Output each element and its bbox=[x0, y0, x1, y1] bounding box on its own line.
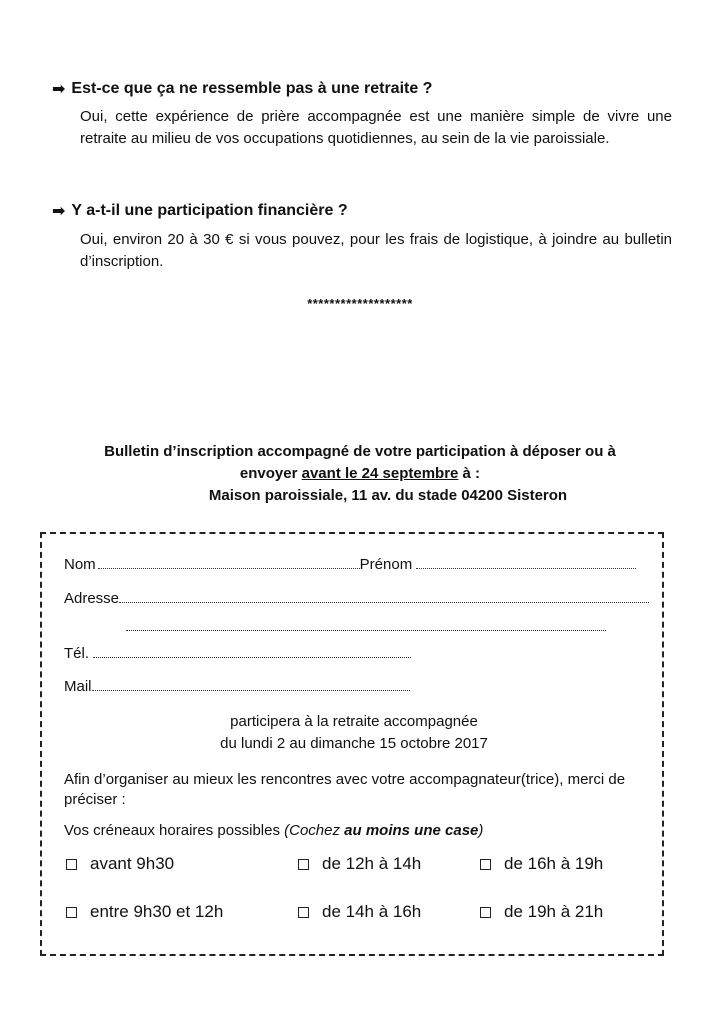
participation-line-2: du lundi 2 au dimanche 15 octobre 2017 bbox=[220, 735, 488, 752]
nom-field[interactable] bbox=[98, 556, 360, 569]
bulletin-address: Maison paroissiale, 11 av. du stade 04200 Sisteron bbox=[208, 487, 568, 504]
checkbox[interactable] bbox=[480, 907, 491, 918]
faq-question-1-text: Est-ce que ça ne ressemble pas à une retraite ? bbox=[71, 80, 433, 97]
slot-12h-14h[interactable]: de 12h à 14h bbox=[298, 854, 421, 874]
slot-19h-21h[interactable]: de 19h à 21h bbox=[480, 902, 603, 922]
adresse-field-2[interactable] bbox=[126, 618, 606, 631]
faq-question-2-text: Y a-t-il une participation financière ? bbox=[71, 202, 348, 219]
prenom-label: Prénom bbox=[359, 556, 413, 573]
nom-label: Nom bbox=[64, 556, 96, 573]
bulletin-line-2: envoyer avant le 24 septembre à : bbox=[239, 465, 481, 482]
tel-label: Tél. bbox=[64, 645, 90, 662]
prenom-field[interactable] bbox=[416, 556, 636, 569]
adresse-row bbox=[64, 590, 649, 607]
adresse-field[interactable] bbox=[119, 590, 649, 603]
participation-line-1: participera à la retraite accompagnée bbox=[230, 713, 478, 730]
arrow-right-icon: ➡ bbox=[52, 81, 66, 98]
checkbox[interactable] bbox=[298, 859, 309, 870]
slot-14h-16h[interactable]: de 14h à 16h bbox=[298, 902, 421, 922]
deadline: avant le 24 septembre bbox=[301, 465, 459, 482]
faq-question-2 bbox=[52, 201, 348, 221]
slot-avant-9h30[interactable]: avant 9h30 bbox=[66, 854, 174, 874]
mail-field[interactable] bbox=[92, 678, 410, 691]
adresse-label: Adresse bbox=[64, 590, 120, 607]
separator: ******************* bbox=[307, 296, 413, 311]
tel-row bbox=[64, 645, 411, 662]
checkbox[interactable] bbox=[66, 859, 77, 870]
checkbox[interactable] bbox=[298, 907, 309, 918]
tel-field[interactable] bbox=[93, 645, 411, 658]
creneaux-label: Vos créneaux horaires possibles (Cochez au moins une case) bbox=[64, 822, 484, 839]
bulletin-line-1: Bulletin d’inscription accompagné de votre participation à déposer ou à bbox=[104, 443, 616, 460]
organiser-text: Afin d’organiser au mieux les rencontres avec votre accompagnateur(trice), merci de préciser : bbox=[64, 771, 626, 808]
participation-text bbox=[42, 711, 666, 755]
nom-prenom-row bbox=[64, 556, 656, 573]
adresse-row-2 bbox=[124, 618, 606, 635]
slot-9h30-12h[interactable]: entre 9h30 et 12h bbox=[66, 902, 223, 922]
mail-label: Mail bbox=[64, 678, 92, 695]
faq-question-1 bbox=[52, 79, 432, 99]
registration-form bbox=[40, 532, 664, 956]
checkbox[interactable] bbox=[480, 859, 491, 870]
faq-answer-1: Oui, cette expérience de prière accompagnée est une manière simple de vivre une retraite au milieu de vos occupations quotidiennes, au sein de la vie paroissiale. bbox=[80, 108, 672, 147]
checkbox[interactable] bbox=[66, 907, 77, 918]
arrow-right-icon: ➡ bbox=[52, 203, 66, 220]
faq-answer-2: Oui, environ 20 à 30 € si vous pouvez, pour les frais de logistique, à joindre au bulletin d’inscription. bbox=[80, 231, 672, 270]
bulletin-header bbox=[40, 441, 680, 507]
mail-row bbox=[64, 678, 410, 695]
slot-16h-19h[interactable]: de 16h à 19h bbox=[480, 854, 603, 874]
